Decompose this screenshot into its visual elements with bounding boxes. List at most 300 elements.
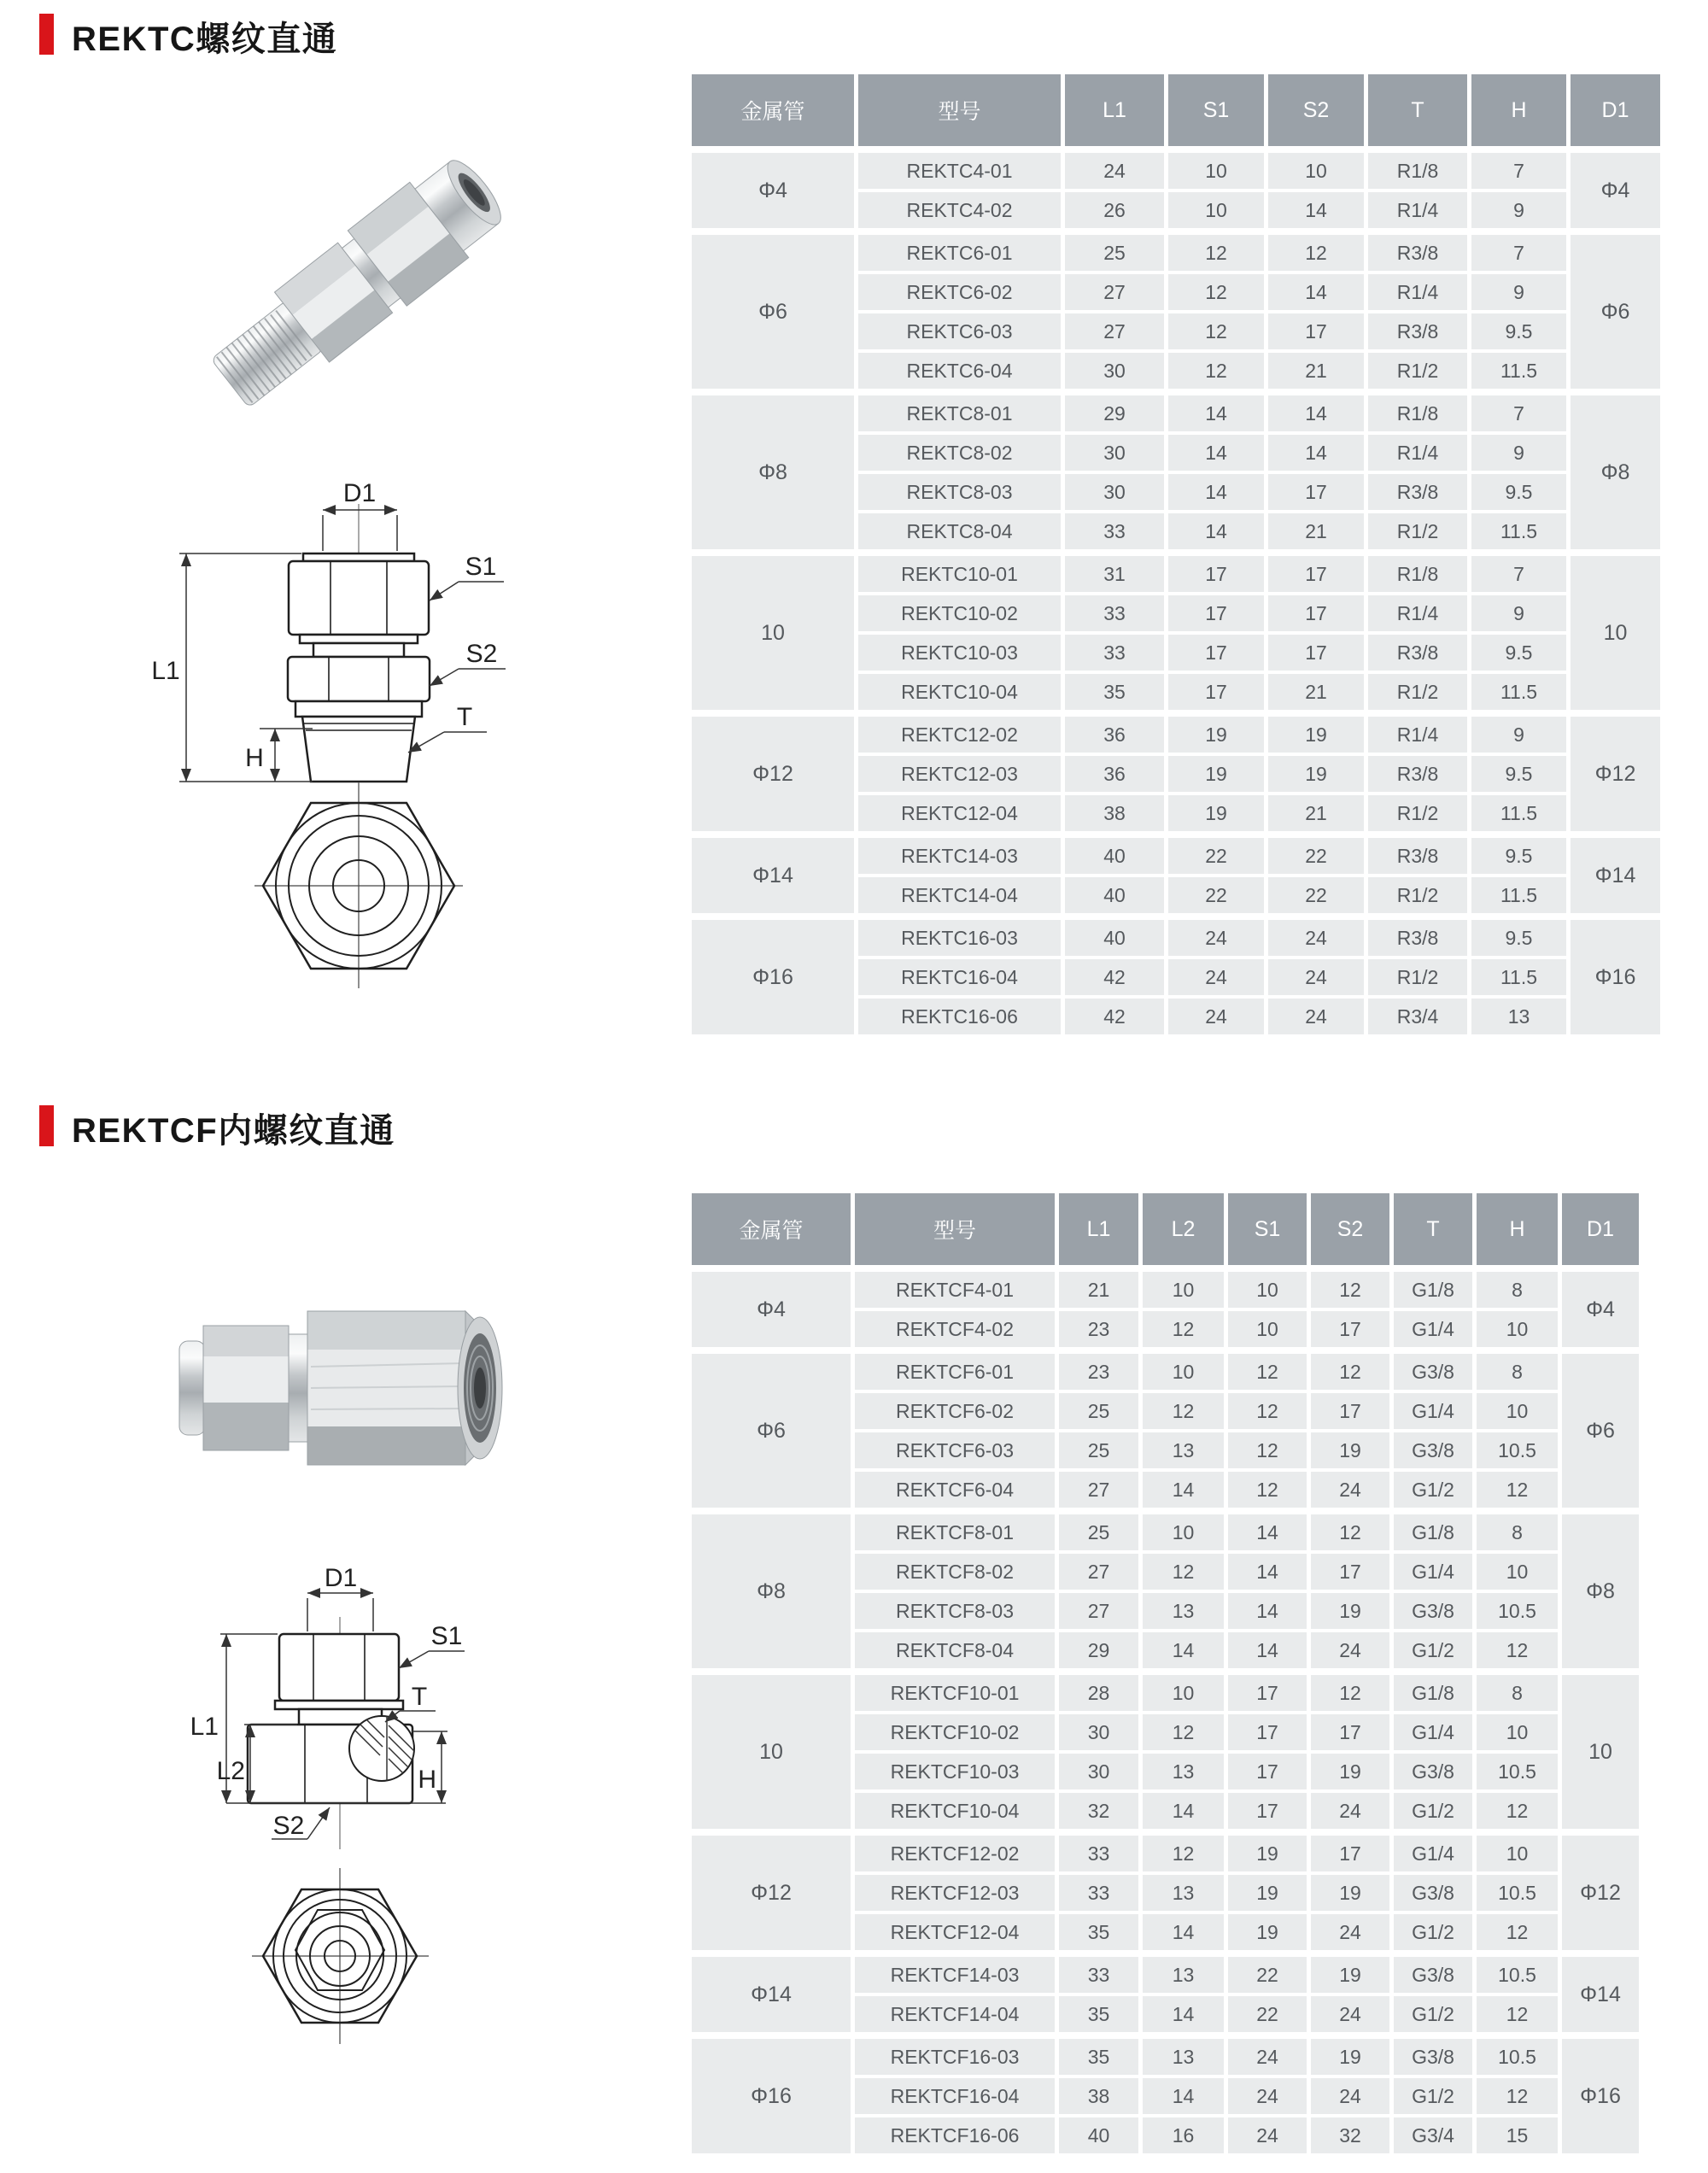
dim-label-l2: L2 xyxy=(216,1757,245,1785)
s2-cell: 21 xyxy=(1268,795,1364,831)
model-cell: REKTC10-04 xyxy=(858,674,1061,710)
t-cell: R3/8 xyxy=(1368,917,1467,956)
table-row xyxy=(692,553,1660,592)
s1-cell: 14 xyxy=(1168,435,1264,471)
model-cell: REKTCF8-04 xyxy=(855,1632,1055,1668)
column-header: S2 xyxy=(1311,1193,1389,1265)
t-cell: R1/2 xyxy=(1368,877,1467,913)
s1-cell: 12 xyxy=(1168,313,1264,349)
s1-cell: 17 xyxy=(1168,553,1264,592)
d1-cell: Φ12 xyxy=(1571,713,1660,831)
s1-cell: 10 xyxy=(1168,149,1264,189)
table-row xyxy=(692,835,1660,874)
l1-cell: 36 xyxy=(1065,713,1164,753)
h-cell: 9 xyxy=(1471,274,1566,310)
h-cell: 8 xyxy=(1477,1672,1558,1711)
h-cell: 7 xyxy=(1471,392,1566,431)
h-cell: 7 xyxy=(1471,231,1566,271)
s2-cell: 32 xyxy=(1311,2117,1389,2153)
l1-cell: 30 xyxy=(1065,353,1164,389)
s1-cell: 22 xyxy=(1228,1996,1307,2032)
model-cell: REKTC6-04 xyxy=(858,353,1061,389)
s2-cell: 19 xyxy=(1311,1593,1389,1629)
l2-cell: 16 xyxy=(1143,2117,1224,2153)
h-cell: 10.5 xyxy=(1477,1953,1558,1993)
s2-cell: 24 xyxy=(1311,2078,1389,2114)
t-cell: G1/2 xyxy=(1394,1793,1472,1829)
h-cell: 10 xyxy=(1477,1311,1558,1347)
l1-cell: 40 xyxy=(1059,2117,1138,2153)
d1-cell: Φ4 xyxy=(1571,149,1660,228)
table-row xyxy=(692,1672,1639,1711)
rektcf-spec-table xyxy=(687,1190,1643,2157)
h-cell: 10 xyxy=(1477,1714,1558,1750)
section2-accent-bar xyxy=(39,1105,54,1146)
d1-cell: Φ16 xyxy=(1571,917,1660,1034)
s1-cell: 22 xyxy=(1168,877,1264,913)
s1-cell: 14 xyxy=(1168,392,1264,431)
h-cell: 9.5 xyxy=(1471,313,1566,349)
h-cell: 13 xyxy=(1471,999,1566,1034)
model-cell: REKTC8-01 xyxy=(858,392,1061,431)
l1-cell: 23 xyxy=(1059,1350,1138,1390)
l1-cell: 42 xyxy=(1065,999,1164,1034)
model-cell: REKTCF16-04 xyxy=(855,2078,1055,2114)
product-photo-rektcf xyxy=(128,1230,572,1546)
l1-cell: 23 xyxy=(1059,1311,1138,1347)
s2-cell: 17 xyxy=(1311,1393,1389,1429)
l2-cell: 13 xyxy=(1143,1875,1224,1911)
model-cell: REKTCF14-03 xyxy=(855,1953,1055,1993)
s1-cell: 12 xyxy=(1228,1350,1307,1390)
s2-cell: 14 xyxy=(1268,274,1364,310)
t-cell: G1/4 xyxy=(1394,1554,1472,1590)
s2-cell: 19 xyxy=(1268,713,1364,753)
column-header: H xyxy=(1471,74,1566,146)
h-cell: 15 xyxy=(1477,2117,1558,2153)
h-cell: 8 xyxy=(1477,1350,1558,1390)
l2-cell: 14 xyxy=(1143,1472,1224,1508)
d1-cell: Φ14 xyxy=(1562,1953,1639,2032)
s1-cell: 14 xyxy=(1228,1554,1307,1590)
s2-cell: 24 xyxy=(1268,917,1364,956)
s1-cell: 24 xyxy=(1228,2117,1307,2153)
s2-cell: 17 xyxy=(1311,1554,1389,1590)
t-cell: R1/2 xyxy=(1368,513,1467,549)
s2-cell: 21 xyxy=(1268,674,1364,710)
model-cell: REKTC8-03 xyxy=(858,474,1061,510)
l1-cell: 40 xyxy=(1065,835,1164,874)
l2-cell: 12 xyxy=(1143,1393,1224,1429)
l1-cell: 35 xyxy=(1059,1914,1138,1950)
model-cell: REKTC14-03 xyxy=(858,835,1061,874)
dim-label-h: H xyxy=(418,1766,436,1794)
l1-cell: 38 xyxy=(1059,2078,1138,2114)
t-cell: R1/4 xyxy=(1368,192,1467,228)
h-cell: 9.5 xyxy=(1471,835,1566,874)
l1-cell: 29 xyxy=(1059,1632,1138,1668)
l1-cell: 33 xyxy=(1059,1832,1138,1871)
h-cell: 11.5 xyxy=(1471,959,1566,995)
t-cell: G1/8 xyxy=(1394,1268,1472,1308)
model-cell: REKTCF10-04 xyxy=(855,1793,1055,1829)
l1-cell: 25 xyxy=(1059,1393,1138,1429)
dim-label-s2: S2 xyxy=(465,640,498,668)
s1-cell: 12 xyxy=(1228,1393,1307,1429)
l2-cell: 13 xyxy=(1143,1754,1224,1789)
s2-cell: 21 xyxy=(1268,513,1364,549)
t-cell: R1/2 xyxy=(1368,795,1467,831)
s1-cell: 17 xyxy=(1228,1754,1307,1789)
l1-cell: 25 xyxy=(1059,1432,1138,1468)
table-row xyxy=(692,1832,1639,1871)
h-cell: 9 xyxy=(1471,713,1566,753)
h-cell: 12 xyxy=(1477,1996,1558,2032)
section1-accent-bar xyxy=(39,14,54,55)
t-cell: G1/4 xyxy=(1394,1311,1472,1347)
pipe-size-cell: Φ16 xyxy=(692,2035,851,2153)
model-cell: REKTC16-04 xyxy=(858,959,1061,995)
h-cell: 9 xyxy=(1471,192,1566,228)
t-cell: R1/2 xyxy=(1368,674,1467,710)
model-cell: REKTCF12-03 xyxy=(855,1875,1055,1911)
pipe-size-cell: 10 xyxy=(692,553,854,710)
pipe-size-cell: Φ4 xyxy=(692,1268,851,1347)
t-cell: G3/8 xyxy=(1394,2035,1472,2075)
model-cell: REKTCF10-01 xyxy=(855,1672,1055,1711)
t-cell: G1/4 xyxy=(1394,1393,1472,1429)
l1-cell: 21 xyxy=(1059,1268,1138,1308)
pipe-size-cell: Φ8 xyxy=(692,392,854,549)
t-cell: G3/8 xyxy=(1394,1350,1472,1390)
s1-cell: 14 xyxy=(1228,1632,1307,1668)
h-cell: 8 xyxy=(1477,1511,1558,1550)
s2-cell: 21 xyxy=(1268,353,1364,389)
h-cell: 12 xyxy=(1477,1793,1558,1829)
model-cell: REKTCF10-02 xyxy=(855,1714,1055,1750)
t-cell: G1/8 xyxy=(1394,1672,1472,1711)
table-row xyxy=(692,231,1660,271)
s2-cell: 17 xyxy=(1311,1832,1389,1871)
h-cell: 7 xyxy=(1471,553,1566,592)
model-cell: REKTCF12-02 xyxy=(855,1832,1055,1871)
l1-cell: 30 xyxy=(1065,435,1164,471)
model-cell: REKTCF8-03 xyxy=(855,1593,1055,1629)
column-header: T xyxy=(1368,74,1467,146)
l1-cell: 33 xyxy=(1059,1875,1138,1911)
d1-cell: Φ6 xyxy=(1571,231,1660,389)
t-cell: R1/4 xyxy=(1368,713,1467,753)
rektc-table-wrapper xyxy=(687,71,1665,1038)
t-cell: G3/8 xyxy=(1394,1432,1472,1468)
s2-cell: 22 xyxy=(1268,877,1364,913)
table-row xyxy=(692,1268,1639,1308)
pipe-size-cell: Φ14 xyxy=(692,1953,851,2032)
t-cell: G3/8 xyxy=(1394,1953,1472,1993)
s2-cell: 24 xyxy=(1311,1914,1389,1950)
s1-cell: 12 xyxy=(1168,231,1264,271)
column-header: 金属管 xyxy=(692,74,854,146)
l2-cell: 12 xyxy=(1143,1311,1224,1347)
dim-label-l1: L1 xyxy=(190,1713,219,1741)
pipe-size-cell: Φ6 xyxy=(692,231,854,389)
s2-cell: 12 xyxy=(1311,1511,1389,1550)
l1-cell: 40 xyxy=(1065,877,1164,913)
header-row xyxy=(692,1193,1639,1265)
t-cell: R1/4 xyxy=(1368,595,1467,631)
pipe-size-cell: Φ8 xyxy=(692,1511,851,1668)
s2-cell: 19 xyxy=(1311,2035,1389,2075)
table-row xyxy=(692,1350,1639,1390)
s1-cell: 17 xyxy=(1228,1672,1307,1711)
s1-cell: 10 xyxy=(1228,1311,1307,1347)
column-header: 型号 xyxy=(858,74,1061,146)
model-cell: REKTCF14-04 xyxy=(855,1996,1055,2032)
s2-cell: 24 xyxy=(1268,999,1364,1034)
l1-cell: 25 xyxy=(1065,231,1164,271)
s2-cell: 14 xyxy=(1268,435,1364,471)
t-cell: G1/4 xyxy=(1394,1832,1472,1871)
t-cell: R1/2 xyxy=(1368,959,1467,995)
pipe-size-cell: Φ6 xyxy=(692,1350,851,1508)
s1-cell: 19 xyxy=(1168,756,1264,792)
column-header: H xyxy=(1477,1193,1558,1265)
l1-cell: 35 xyxy=(1065,674,1164,710)
t-cell: R3/8 xyxy=(1368,756,1467,792)
d1-cell: Φ6 xyxy=(1562,1350,1639,1508)
header-row xyxy=(692,74,1660,146)
d1-cell: 10 xyxy=(1571,553,1660,710)
l1-cell: 27 xyxy=(1059,1472,1138,1508)
h-cell: 10.5 xyxy=(1477,1593,1558,1629)
t-cell: R3/8 xyxy=(1368,313,1467,349)
t-cell: G1/4 xyxy=(1394,1714,1472,1750)
t-cell: G3/8 xyxy=(1394,1754,1472,1789)
l2-cell: 12 xyxy=(1143,1714,1224,1750)
h-cell: 10.5 xyxy=(1477,1754,1558,1789)
column-header: T xyxy=(1394,1193,1472,1265)
model-cell: REKTCF4-02 xyxy=(855,1311,1055,1347)
h-cell: 10 xyxy=(1477,1554,1558,1590)
l1-cell: 33 xyxy=(1059,1953,1138,1993)
l2-cell: 12 xyxy=(1143,1554,1224,1590)
s2-cell: 12 xyxy=(1311,1268,1389,1308)
h-cell: 11.5 xyxy=(1471,795,1566,831)
s1-cell: 14 xyxy=(1168,474,1264,510)
t-cell: R3/8 xyxy=(1368,835,1467,874)
d1-cell: Φ16 xyxy=(1562,2035,1639,2153)
model-cell: REKTCF16-03 xyxy=(855,2035,1055,2075)
l2-cell: 10 xyxy=(1143,1350,1224,1390)
t-cell: R1/8 xyxy=(1368,149,1467,189)
table-row xyxy=(692,1953,1639,1993)
l1-cell: 42 xyxy=(1065,959,1164,995)
h-cell: 12 xyxy=(1477,2078,1558,2114)
l1-cell: 28 xyxy=(1059,1672,1138,1711)
t-cell: R3/8 xyxy=(1368,474,1467,510)
model-cell: REKTCF6-01 xyxy=(855,1350,1055,1390)
s1-cell: 24 xyxy=(1168,959,1264,995)
s1-cell: 12 xyxy=(1168,353,1264,389)
s2-cell: 24 xyxy=(1311,1472,1389,1508)
section1-title: REKTC螺纹直通 xyxy=(72,20,338,58)
t-cell: G3/8 xyxy=(1394,1875,1472,1911)
s2-cell: 24 xyxy=(1311,1632,1389,1668)
s1-cell: 10 xyxy=(1228,1268,1307,1308)
t-cell: R1/2 xyxy=(1368,353,1467,389)
s2-cell: 19 xyxy=(1311,1953,1389,1993)
s2-cell: 19 xyxy=(1311,1875,1389,1911)
model-cell: REKTC10-01 xyxy=(858,553,1061,592)
l2-cell: 13 xyxy=(1143,2035,1224,2075)
l1-cell: 26 xyxy=(1065,192,1164,228)
h-cell: 9.5 xyxy=(1471,474,1566,510)
t-cell: R1/8 xyxy=(1368,553,1467,592)
model-cell: REKTC12-03 xyxy=(858,756,1061,792)
s1-cell: 14 xyxy=(1168,513,1264,549)
t-cell: R1/4 xyxy=(1368,274,1467,310)
s2-cell: 17 xyxy=(1268,313,1364,349)
l1-cell: 35 xyxy=(1059,2035,1138,2075)
s1-cell: 19 xyxy=(1228,1914,1307,1950)
model-cell: REKTC6-01 xyxy=(858,231,1061,271)
l2-cell: 10 xyxy=(1143,1268,1224,1308)
t-cell: R3/8 xyxy=(1368,635,1467,671)
s1-cell: 17 xyxy=(1168,674,1264,710)
h-cell: 12 xyxy=(1477,1472,1558,1508)
l1-cell: 27 xyxy=(1059,1554,1138,1590)
l2-cell: 13 xyxy=(1143,1432,1224,1468)
column-header: L2 xyxy=(1143,1193,1224,1265)
column-header: S2 xyxy=(1268,74,1364,146)
h-cell: 9 xyxy=(1471,595,1566,631)
l2-cell: 14 xyxy=(1143,2078,1224,2114)
hex-end-view xyxy=(252,1868,429,2044)
h-cell: 10 xyxy=(1477,1393,1558,1429)
rektc-spec-table xyxy=(687,71,1664,1038)
s2-cell: 22 xyxy=(1268,835,1364,874)
s1-cell: 12 xyxy=(1228,1472,1307,1508)
h-cell: 9.5 xyxy=(1471,756,1566,792)
table-row xyxy=(692,917,1660,956)
s1-cell: 24 xyxy=(1168,917,1264,956)
model-cell: REKTCF8-01 xyxy=(855,1511,1055,1550)
dim-label-s2: S2 xyxy=(272,1812,305,1840)
d1-cell: Φ12 xyxy=(1562,1832,1639,1950)
model-cell: REKTCF16-06 xyxy=(855,2117,1055,2153)
s2-cell: 14 xyxy=(1268,192,1364,228)
column-header: L1 xyxy=(1065,74,1164,146)
s1-cell: 22 xyxy=(1228,1953,1307,1993)
s2-cell: 24 xyxy=(1268,959,1364,995)
h-cell: 7 xyxy=(1471,149,1566,189)
h-cell: 11.5 xyxy=(1471,513,1566,549)
s2-cell: 17 xyxy=(1311,1714,1389,1750)
l2-cell: 14 xyxy=(1143,1914,1224,1950)
dim-label-s1: S1 xyxy=(465,553,497,581)
t-cell: G1/2 xyxy=(1394,1996,1472,2032)
t-cell: R3/8 xyxy=(1368,231,1467,271)
h-cell: 11.5 xyxy=(1471,674,1566,710)
column-header: D1 xyxy=(1562,1193,1639,1265)
model-cell: REKTC10-03 xyxy=(858,635,1061,671)
s2-cell: 12 xyxy=(1268,231,1364,271)
s2-cell: 17 xyxy=(1268,474,1364,510)
model-cell: REKTCF6-02 xyxy=(855,1393,1055,1429)
h-cell: 11.5 xyxy=(1471,877,1566,913)
model-cell: REKTCF6-03 xyxy=(855,1432,1055,1468)
t-cell: R1/4 xyxy=(1368,435,1467,471)
technical-drawing-rektc xyxy=(145,466,572,1034)
model-cell: REKTC8-02 xyxy=(858,435,1061,471)
s1-cell: 14 xyxy=(1228,1511,1307,1550)
pipe-size-cell: Φ12 xyxy=(692,1832,851,1950)
s1-cell: 10 xyxy=(1168,192,1264,228)
t-cell: G1/8 xyxy=(1394,1511,1472,1550)
s1-cell: 17 xyxy=(1228,1714,1307,1750)
table-row xyxy=(692,1511,1639,1550)
l1-cell: 29 xyxy=(1065,392,1164,431)
s2-cell: 19 xyxy=(1268,756,1364,792)
s2-cell: 19 xyxy=(1311,1754,1389,1789)
l2-cell: 14 xyxy=(1143,1996,1224,2032)
s1-cell: 24 xyxy=(1168,999,1264,1034)
model-cell: REKTC12-02 xyxy=(858,713,1061,753)
l1-cell: 25 xyxy=(1059,1511,1138,1550)
d1-cell: Φ4 xyxy=(1562,1268,1639,1347)
s2-cell: 10 xyxy=(1268,149,1364,189)
l1-cell: 32 xyxy=(1059,1793,1138,1829)
s1-cell: 24 xyxy=(1228,2035,1307,2075)
s2-cell: 14 xyxy=(1268,392,1364,431)
model-cell: REKTCF4-01 xyxy=(855,1268,1055,1308)
l1-cell: 40 xyxy=(1065,917,1164,956)
s1-cell: 24 xyxy=(1228,2078,1307,2114)
s1-cell: 12 xyxy=(1168,274,1264,310)
s1-cell: 17 xyxy=(1228,1793,1307,1829)
h-cell: 10.5 xyxy=(1477,2035,1558,2075)
s1-cell: 19 xyxy=(1228,1832,1307,1871)
l1-cell: 38 xyxy=(1065,795,1164,831)
d1-cell: Φ14 xyxy=(1571,835,1660,913)
s2-cell: 17 xyxy=(1268,595,1364,631)
table-row xyxy=(692,2035,1639,2075)
l2-cell: 13 xyxy=(1143,1593,1224,1629)
t-cell: R1/8 xyxy=(1368,392,1467,431)
technical-drawing-rektcf xyxy=(137,1567,598,2165)
model-cell: REKTCF10-03 xyxy=(855,1754,1055,1789)
s2-cell: 17 xyxy=(1268,635,1364,671)
column-header: D1 xyxy=(1571,74,1660,146)
dim-label-t: T xyxy=(456,703,473,731)
s2-cell: 17 xyxy=(1311,1311,1389,1347)
l2-cell: 13 xyxy=(1143,1953,1224,1993)
l1-cell: 24 xyxy=(1065,149,1164,189)
s1-cell: 19 xyxy=(1168,795,1264,831)
h-cell: 10.5 xyxy=(1477,1875,1558,1911)
t-cell: G1/2 xyxy=(1394,1472,1472,1508)
section2-title: REKTCF内螺纹直通 xyxy=(72,1112,395,1150)
h-cell: 10.5 xyxy=(1477,1432,1558,1468)
table-row xyxy=(692,713,1660,753)
h-cell: 10 xyxy=(1477,1832,1558,1871)
d1-cell: Φ8 xyxy=(1571,392,1660,549)
s1-cell: 17 xyxy=(1168,635,1264,671)
column-header: 金属管 xyxy=(692,1193,851,1265)
column-header: 型号 xyxy=(855,1193,1055,1265)
s1-cell: 17 xyxy=(1168,595,1264,631)
pipe-size-cell: Φ16 xyxy=(692,917,854,1034)
